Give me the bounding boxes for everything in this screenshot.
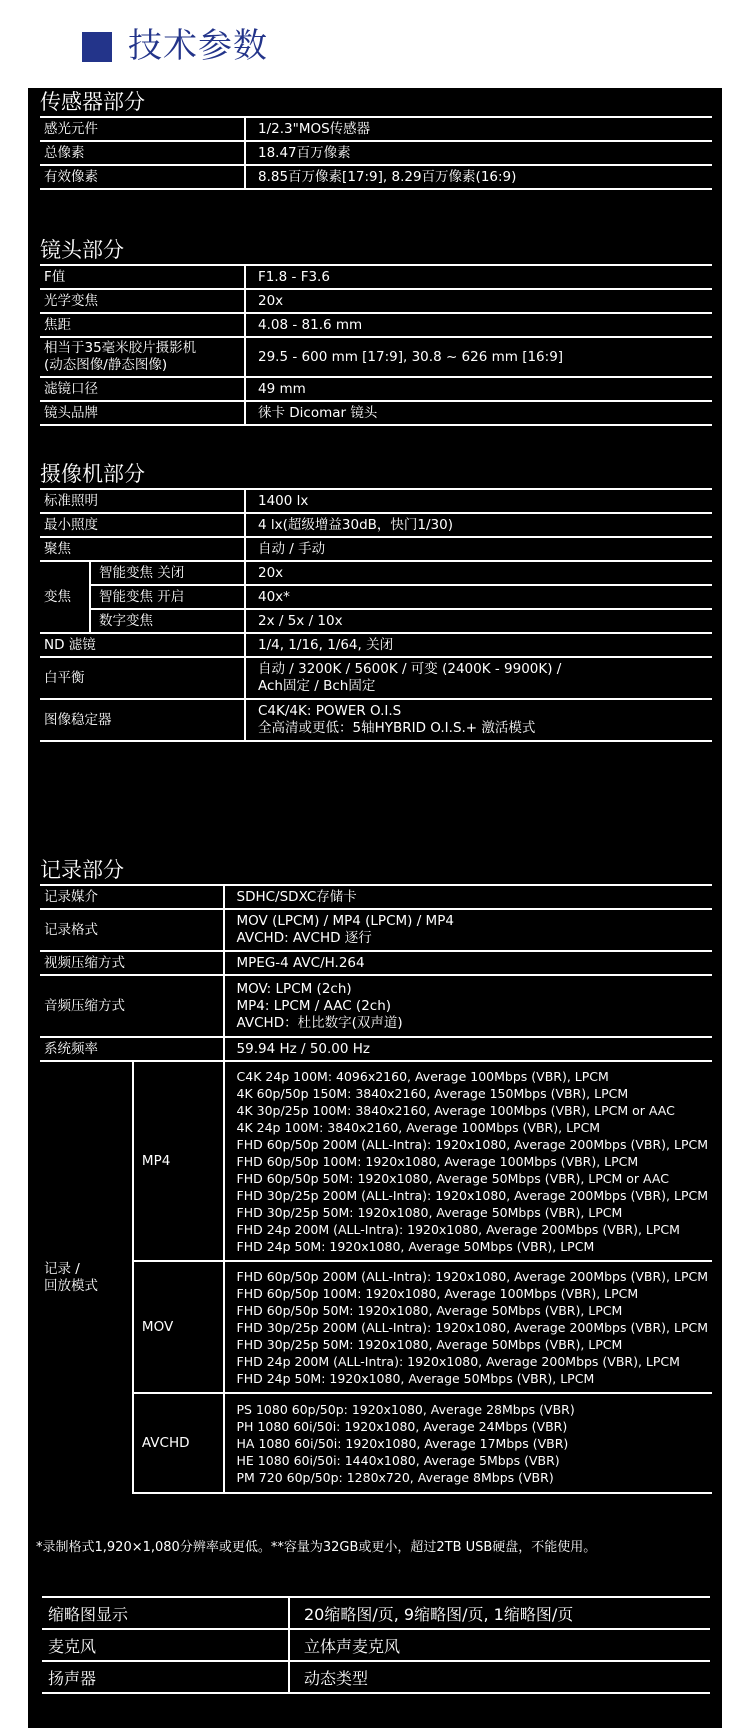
mode-line: FHD 60p/50p 200M (ALL-Intra): 1920x1080, Average 200Mbps (VBR), LPCM: [236, 1268, 708, 1284]
row-label: 有效像素: [40, 165, 245, 189]
mode-line: FHD 24p 200M (ALL-Intra): 1920x1080, Average 200Mbps (VBR), LPCM: [236, 1353, 680, 1369]
table-row: [40, 1037, 712, 1061]
row-label: F值: [40, 265, 245, 289]
mov-modes: [224, 1261, 712, 1393]
table-row: [40, 699, 712, 741]
mode-line: PS 1080 60p/50p: 1920x1080, Average 28Mbps (VBR): [236, 1401, 575, 1417]
row-value: 自动 / 手动: [245, 537, 712, 561]
row-label: 系统频率: [40, 1037, 224, 1061]
row-label-line1: 相当于35毫米胶片摄影机: [44, 340, 197, 356]
table-row: [40, 633, 712, 657]
row-label: [40, 337, 245, 377]
page-title: 技术参数: [128, 26, 268, 66]
value-line: 全高清或更低：5轴HYBRID O.I.S.+ 激活模式: [258, 720, 536, 736]
table-row: [40, 513, 712, 537]
mode-line: FHD 24p 50M: 1920x1080, Average 50Mbps (VBR), LPCM: [236, 1370, 595, 1386]
table-row: [40, 561, 712, 585]
footnote: *录制格式1,920×1,080分辨率或更低。**容量为32GB或更小，超过2TB USB硬盘，不能使用。: [36, 1540, 597, 1555]
table-row: [40, 657, 712, 699]
row-value: 49 mm: [245, 377, 712, 401]
row-value: 2x / 5x / 10x: [245, 609, 712, 633]
mode-line: FHD 60p/50p 50M: 1920x1080, Average 50Mbps (VBR), LPCM or AAC: [236, 1170, 669, 1186]
record-section-title: 记录部分: [40, 858, 124, 882]
row-label: 光学变焦: [40, 289, 245, 313]
row-value: 4.08 - 81.6 mm: [245, 313, 712, 337]
value-line: MOV (LPCM) / MP4 (LPCM) / MP4: [236, 913, 454, 929]
row-label: 视频压缩方式: [40, 951, 224, 975]
mode-line: FHD 60p/50p 200M (ALL-Intra): 1920x1080, Average 200Mbps (VBR), LPCM: [236, 1136, 708, 1152]
mode-line: FHD 30p/25p 200M (ALL-Intra): 1920x1080, Average 200Mbps (VBR), LPCM: [236, 1187, 708, 1203]
row-label: 记录格式: [40, 909, 224, 951]
row-label-line2: (动态图像/静态图像): [44, 357, 168, 373]
table-row: [40, 909, 712, 951]
row-label: 数字变焦: [90, 609, 245, 633]
table-row: [40, 975, 712, 1037]
table-row: [40, 1061, 712, 1261]
table-row: [40, 313, 712, 337]
row-label: 感光元件: [40, 117, 245, 141]
table-row: [40, 141, 712, 165]
mp4-modes: [224, 1061, 712, 1261]
row-label: 扬声器: [42, 1661, 289, 1693]
row-label: 滤镜口径: [40, 377, 245, 401]
mode-line: 4K 30p/25p 100M: 3840x2160, Average 100Mbps (VBR), LPCM or AAC: [236, 1102, 675, 1118]
row-value: 1/4, 1/16, 1/64, 关闭: [245, 633, 712, 657]
row-value: 徕卡 Dicomar 镜头: [245, 401, 712, 425]
row-value: [245, 657, 712, 699]
row-value: 立体声麦克风: [289, 1629, 710, 1661]
camera-table: [40, 488, 712, 742]
row-value: 20x: [245, 289, 712, 313]
table-row: [40, 117, 712, 141]
mode-line: FHD 60p/50p 100M: 1920x1080, Average 100Mbps (VBR), LPCM: [236, 1153, 639, 1169]
mode-line: FHD 30p/25p 50M: 1920x1080, Average 50Mbps (VBR), LPCM: [236, 1336, 623, 1352]
row-label: 记录媒介: [40, 885, 224, 909]
row-value: 动态类型: [289, 1661, 710, 1693]
row-value: 29.5 - 600 mm [17:9], 30.8 ~ 626 mm [16:9]: [245, 337, 712, 377]
table-row: [42, 1597, 710, 1629]
table-row: [40, 377, 712, 401]
table-row: [40, 951, 712, 975]
row-value: 4 lx(超级增益30dB，快门1/30): [245, 513, 712, 537]
row-value: 8.85百万像素[17:9], 8.29百万像素(16:9): [245, 165, 712, 189]
lens-table: [40, 264, 712, 426]
avchd-modes: [224, 1393, 712, 1493]
row-value: 18.47百万像素: [245, 141, 712, 165]
mode-line: FHD 60p/50p 100M: 1920x1080, Average 100Mbps (VBR), LPCM: [236, 1285, 639, 1301]
row-value: [224, 909, 712, 951]
zoom-group-label: 变焦: [40, 561, 90, 633]
table-row: [40, 609, 712, 633]
row-label: 缩略图显示: [42, 1597, 289, 1629]
mode-line: PM 720 60p/50p: 1280x720, Average 8Mbps (VBR): [236, 1469, 554, 1485]
row-value: 1/2.3"MOS传感器: [245, 117, 712, 141]
row-value: [224, 975, 712, 1037]
row-label: 镜头品牌: [40, 401, 245, 425]
mp4-label: MP4: [133, 1061, 224, 1261]
mode-line: FHD 30p/25p 50M: 1920x1080, Average 50Mbps (VBR), LPCM: [236, 1204, 623, 1220]
sensor-table: [40, 116, 712, 190]
mode-line: FHD 24p 200M (ALL-Intra): 1920x1080, Average 200Mbps (VBR), LPCM: [236, 1221, 680, 1237]
mode-line: FHD 60p/50p 50M: 1920x1080, Average 50Mbps (VBR), LPCM: [236, 1302, 623, 1318]
row-label: 白平衡: [40, 657, 245, 699]
table-row: [40, 489, 712, 513]
row-value: 20缩略图/页, 9缩略图/页, 1缩略图/页: [289, 1597, 710, 1629]
table-row: [40, 265, 712, 289]
mode-line: C4K 24p 100M: 4096x2160, Average 100Mbps (VBR), LPCM: [236, 1068, 609, 1084]
table-row: [42, 1661, 710, 1693]
mode-line: HE 1080 60i/50i: 1440x1080, Average 5Mbps (VBR): [236, 1452, 560, 1468]
camera-section-title: 摄像机部分: [40, 462, 145, 486]
row-label: 图像稳定器: [40, 699, 245, 741]
value-line: MOV: LPCM (2ch): [236, 980, 352, 997]
lens-section-title: 镜头部分: [40, 238, 124, 262]
row-label: 标准照明: [40, 489, 245, 513]
record-table: [40, 884, 712, 1494]
row-label: 焦距: [40, 313, 245, 337]
row-value: 40x*: [245, 585, 712, 609]
avchd-label: AVCHD: [133, 1393, 224, 1493]
title-square-icon: [82, 32, 112, 62]
row-label: 最小照度: [40, 513, 245, 537]
row-label: ND 滤镜: [40, 633, 245, 657]
mode-line: HA 1080 60i/50i: 1920x1080, Average 17Mbps (VBR): [236, 1435, 569, 1451]
value-line: AVCHD: AVCHD 逐行: [236, 930, 372, 946]
mov-label: MOV: [133, 1261, 224, 1393]
row-value: [245, 699, 712, 741]
table-row: [40, 885, 712, 909]
table-row: [40, 165, 712, 189]
row-value: 59.94 Hz / 50.00 Hz: [224, 1037, 712, 1061]
table-row: [40, 585, 712, 609]
value-line: 自动 / 3200K / 5600K / 可变 (2400K - 9900K) /: [258, 661, 562, 677]
value-line: Ach固定 / Bch固定: [258, 678, 376, 694]
mode-line: FHD 24p 50M: 1920x1080, Average 50Mbps (VBR), LPCM: [236, 1238, 595, 1254]
table-row: [40, 537, 712, 561]
modes-group-label: [40, 1061, 133, 1493]
row-value: 1400 lx: [245, 489, 712, 513]
value-line: AVCHD：杜比数字(双声道): [236, 1014, 403, 1031]
modes-label-line1: 记录 /: [44, 1260, 80, 1277]
mode-line: 4K 60p/50p 150M: 3840x2160, Average 150Mbps (VBR), LPCM: [236, 1085, 629, 1101]
row-label: 聚焦: [40, 537, 245, 561]
mode-line: 4K 24p 100M: 3840x2160, Average 100Mbps (VBR), LPCM: [236, 1119, 601, 1135]
row-label: 智能变焦 关闭: [90, 561, 245, 585]
table-row: [40, 1393, 712, 1493]
table-row: [40, 289, 712, 313]
page-header: [0, 0, 750, 88]
value-line: C4K/4K: POWER O.I.S: [258, 703, 402, 719]
modes-label-line2: 回放模式: [44, 1277, 98, 1294]
extra-table: [42, 1596, 710, 1694]
row-value: MPEG-4 AVC/H.264: [224, 951, 712, 975]
row-value: 20x: [245, 561, 712, 585]
table-row: [40, 1261, 712, 1393]
row-label: 智能变焦 开启: [90, 585, 245, 609]
spec-panel: [28, 88, 722, 1728]
table-row: [40, 401, 712, 425]
value-line: MP4: LPCM / AAC (2ch): [236, 997, 392, 1014]
table-row: [40, 337, 712, 377]
table-row: [42, 1629, 710, 1661]
row-label: 麦克风: [42, 1629, 289, 1661]
row-label: 音频压缩方式: [40, 975, 224, 1037]
mode-line: FHD 30p/25p 200M (ALL-Intra): 1920x1080, Average 200Mbps (VBR), LPCM: [236, 1319, 708, 1335]
row-value: F1.8 - F3.6: [245, 265, 712, 289]
row-value: SDHC/SDXC存储卡: [224, 885, 712, 909]
row-label: 总像素: [40, 141, 245, 165]
mode-line: PH 1080 60i/50i: 1920x1080, Average 24Mbps (VBR): [236, 1418, 568, 1434]
sensor-section-title: 传感器部分: [40, 90, 145, 114]
